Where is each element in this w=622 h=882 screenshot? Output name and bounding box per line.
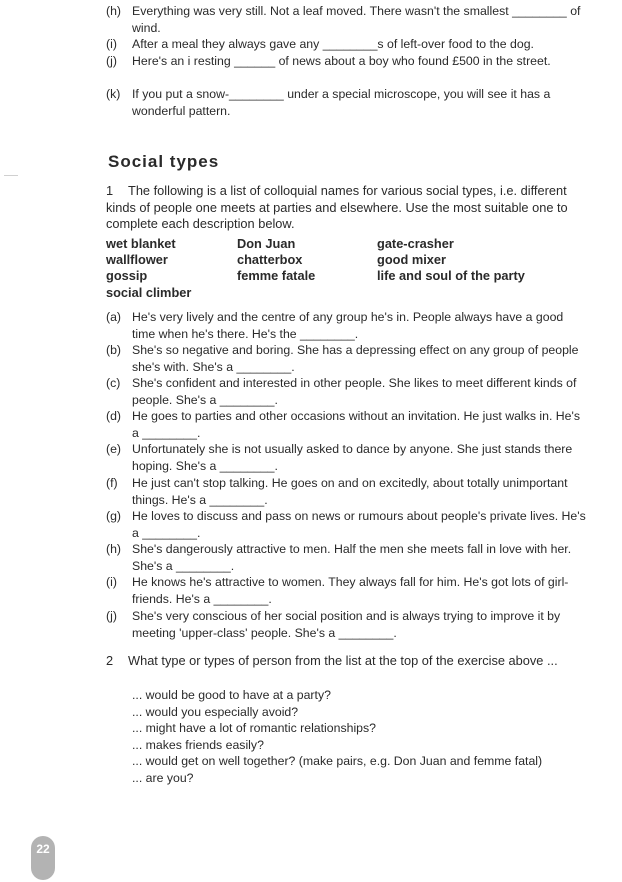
description-item: (a) He's very lively and the centre of any group he's in. People always have a good time when he's there. He's the ________. — [106, 310, 564, 341]
word: life and soul of the party — [377, 268, 525, 283]
word: gossip — [106, 268, 148, 283]
description-item: (e) Unfortunately she is not usually asked to dance by anyone. She just stands there hoping. She's a ________. — [106, 442, 573, 473]
exercise-number: 1 — [106, 183, 114, 198]
description-item: (j) She's very conscious of her social position and is always trying to improve it by meeting 'upper-class' people. She's a ________. — [106, 609, 561, 640]
description-item: (b) She's so negative and boring. She has a depressing effect on any group of people she's with. She's a ________. — [106, 343, 579, 374]
prev-item-i: (i) After a meal they always gave any ________s of left-over food to the dog. — [106, 37, 534, 51]
word: good mixer — [377, 252, 446, 267]
section-title: Social types — [108, 152, 220, 171]
exercise-number: 2 — [106, 653, 114, 668]
word: Don Juan — [237, 236, 296, 251]
exercise-2-question: 2 What type or types of person from the list at the top of the exercise above ... — [106, 653, 558, 668]
word: wallflower — [106, 252, 168, 267]
exercise-2-item: ... would you especially avoid? — [132, 705, 299, 719]
prev-item-j: (j) Here's an i resting ______ of news about a boy who found £500 in the street. — [106, 54, 551, 68]
description-item: (d) He goes to parties and other occasions without an invitation. He just walks in. He's a ________. — [106, 409, 581, 440]
description-item: (c) She's confident and interested in other people. She likes to meet different kinds of people. She's a ________. — [106, 376, 577, 407]
description-item: (h) She's dangerously attractive to men. Half the men she meets fall in love with her. She's a ________. — [106, 542, 572, 573]
exercise-2-item: ... would get on well together? (make pairs, e.g. Don Juan and femme fatal) — [132, 754, 543, 768]
exercise-2-item: ... might have a lot of romantic relationships? — [132, 721, 377, 735]
page-number-badge: 22 — [31, 836, 55, 880]
word: gate-crasher — [377, 236, 454, 251]
description-item: (f) He just can't stop talking. He goes on and on excitedly, about totally unimportant things. He's a ________. — [106, 476, 568, 507]
prev-item-k: (k) If you put a snow-________ under a special microscope, you will see it has a wonderful pattern. — [106, 87, 551, 118]
word: femme fatale — [237, 268, 316, 283]
exercise-2-item: ... are you? — [132, 771, 194, 785]
margin-mark — [4, 175, 18, 176]
description-item: (i) He knows he's attractive to women. They always fall for him. He's got lots of girl-friends. He's a ________. — [106, 575, 569, 606]
description-item: (g) He loves to discuss and pass on news or rumours about people's private lives. He's a ________. — [106, 509, 586, 540]
exercise-2-item: ... makes friends easily? — [132, 738, 264, 752]
word: chatterbox — [237, 252, 303, 267]
exercise-2-item: ... would be good to have at a party? — [132, 688, 331, 702]
prev-item-h: (h) Everything was very still. Not a leaf moved. There wasn't the smallest ________ of wind. — [106, 4, 581, 35]
word: social climber — [106, 285, 192, 300]
exercise-1-instructions: 1 The following is a list of colloquial names for various social types, i.e. different kinds of people one meets at parties and elsewhere. Use the most suitable one to complete each description below. — [106, 183, 568, 231]
word: wet blanket — [106, 236, 176, 251]
